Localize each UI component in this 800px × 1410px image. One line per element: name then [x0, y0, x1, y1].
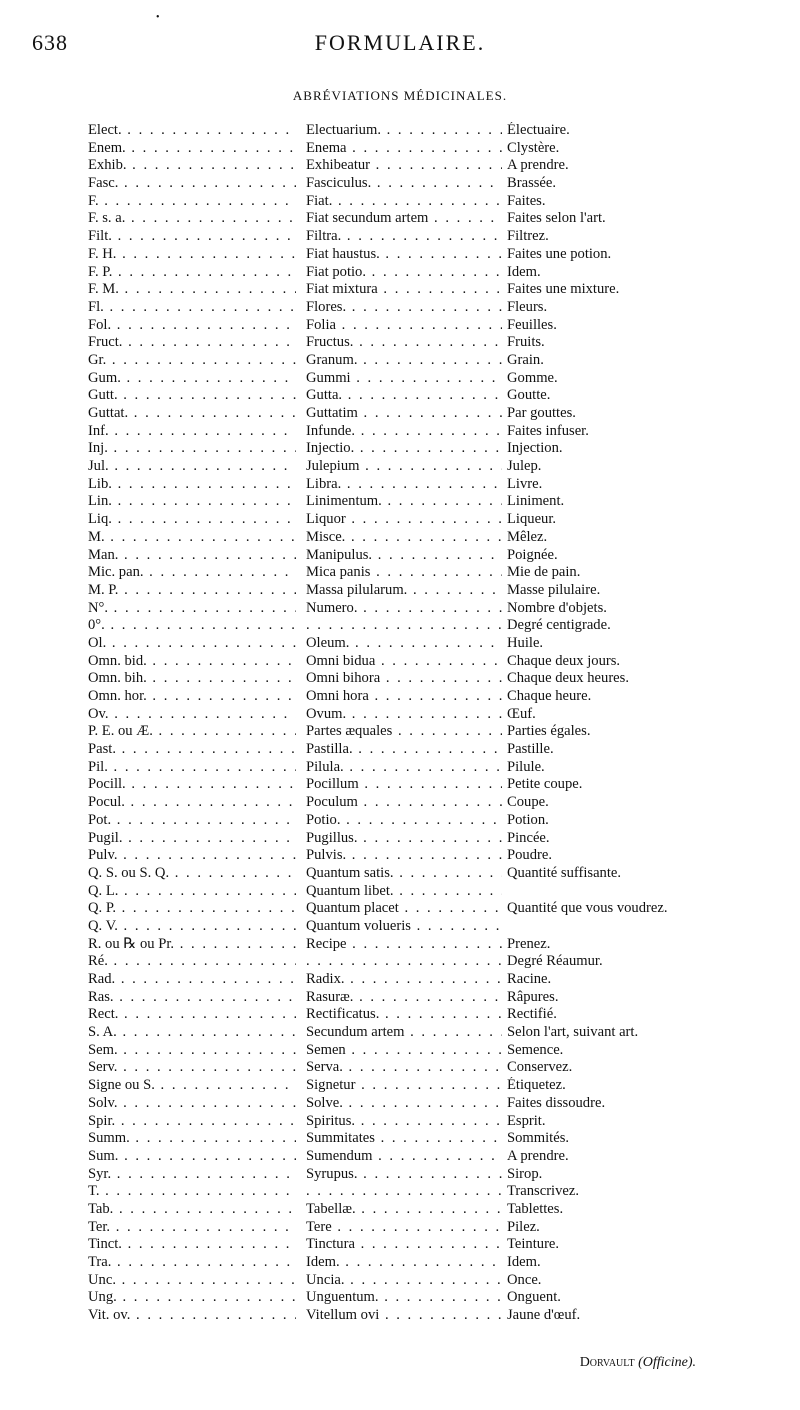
table-row	[88, 405, 728, 423]
ornament-dot: •	[156, 12, 160, 23]
french-meaning-cell: Fleurs.	[507, 298, 548, 315]
french-meaning-cell: Fruits.	[507, 334, 545, 351]
table-row	[88, 529, 728, 547]
latin-term-cell: Spiritus. . . .	[306, 1113, 502, 1131]
latin-term-cell: Rectificatus. . . .	[306, 1006, 502, 1024]
french-meaning-cell: Teinture.	[507, 1236, 560, 1253]
signature-author: Dorvault	[579, 1355, 635, 1370]
latin-term-cell: Quantum libet. . . .	[306, 883, 502, 901]
latin-term-cell: Exhibeatur . . .	[306, 157, 502, 175]
table-row	[88, 423, 728, 441]
table-row	[88, 600, 728, 618]
abbreviation-cell: Ras. . . .	[88, 989, 296, 1007]
french-meaning-cell: Rectifié.	[507, 1006, 557, 1023]
signature	[580, 1355, 696, 1371]
french-meaning-cell: Faites une potion.	[507, 245, 612, 262]
french-meaning-cell: Quantité que vous voudrez.	[507, 900, 668, 917]
french-meaning-cell: Sommités.	[507, 1130, 570, 1147]
table-row	[88, 334, 728, 352]
french-meaning-cell: Semence.	[507, 1041, 564, 1058]
abbreviation-cell: Mic. pan. . . .	[88, 564, 296, 582]
table-row	[88, 1183, 728, 1201]
abbreviation-cell: Serv. . . .	[88, 1059, 296, 1077]
abbreviation-cell: Gum. . . .	[88, 370, 296, 388]
french-meaning-cell: Livre.	[507, 475, 543, 492]
page-number: 638	[32, 30, 68, 55]
table-row	[88, 1307, 728, 1325]
table-row	[88, 865, 728, 883]
table-row	[88, 458, 728, 476]
abbreviation-cell: Gr. . . .	[88, 352, 296, 370]
abbreviation-cell: Ol. . . .	[88, 635, 296, 653]
abbreviation-cell: Q. V. . . .	[88, 918, 296, 936]
table-row	[88, 1113, 728, 1131]
table-row	[88, 1148, 728, 1166]
abbreviation-cell: F. s. a. . . .	[88, 210, 296, 228]
table-row	[88, 635, 728, 653]
table-row	[88, 670, 728, 688]
french-meaning-cell: Gomme.	[507, 369, 558, 386]
table-row	[88, 1236, 728, 1254]
running-title: FORMULAIRE.	[314, 30, 486, 55]
french-meaning-cell: Filtrez.	[507, 228, 549, 245]
abbreviation-cell: Past. . . .	[88, 741, 296, 759]
french-meaning-cell: Julep.	[507, 458, 542, 475]
latin-term-cell: Enema . . .	[306, 140, 502, 158]
latin-term-cell: Quantum volueris . . .	[306, 918, 502, 936]
abbreviation-cell: Q. S. ou S. Q. . . .	[88, 865, 296, 883]
table-row	[88, 1289, 728, 1307]
table-row	[88, 511, 728, 529]
french-meaning-cell: Faites infuser.	[507, 422, 589, 439]
signature-source: (Officine).	[638, 1355, 696, 1370]
french-meaning-cell: Chaque deux jours.	[507, 652, 621, 669]
table-row	[88, 210, 728, 228]
abbreviation-cell: Fol. . . .	[88, 317, 296, 335]
table-row	[88, 759, 728, 777]
abbreviation-cell: Fl. . . .	[88, 299, 296, 317]
french-meaning-cell: Masse pilulaire.	[507, 581, 601, 598]
french-meaning-cell: Faites selon l'art.	[507, 210, 606, 227]
french-meaning-cell: Chaque deux heures.	[507, 670, 629, 687]
abbreviation-cell: Filt. . . .	[88, 228, 296, 246]
latin-term-cell: Fasciculus. . . .	[306, 175, 502, 193]
abbreviation-cell: 0°. . . .	[88, 617, 296, 635]
abbreviation-cell: Ov. . . .	[88, 706, 296, 724]
table-row	[88, 387, 728, 405]
latin-term-cell: Ovum. . . .	[306, 706, 502, 724]
latin-term-cell: Pugillus. . . .	[306, 830, 502, 848]
table-row	[88, 246, 728, 264]
table-row	[88, 776, 728, 794]
latin-term-cell: Libra. . . .	[306, 476, 502, 494]
abbreviation-cell: Omn. bid. . . .	[88, 653, 296, 671]
latin-term-cell: Quantum satis. . . .	[306, 865, 502, 883]
french-meaning-cell: Sirop.	[507, 1165, 543, 1182]
latin-term-cell: Folia . . .	[306, 317, 502, 335]
table-row	[88, 264, 728, 282]
table-row	[88, 122, 728, 140]
table-row	[88, 971, 728, 989]
section-title: ABRÉVIATIONS MÉDICINALES.	[292, 88, 508, 103]
latin-term-cell: Omni bihora . . .	[306, 670, 502, 688]
french-meaning-cell: Mêlez.	[507, 528, 548, 545]
french-meaning-cell: Once.	[507, 1271, 542, 1288]
abbreviation-cell: N°. . . .	[88, 600, 296, 618]
latin-term-cell: Injectio. . . .	[306, 440, 502, 458]
table-row	[88, 1201, 728, 1219]
table-row	[88, 370, 728, 388]
abbreviation-cell: Omn. bih. . . .	[88, 670, 296, 688]
abbreviation-cell: Q. P. . . .	[88, 900, 296, 918]
latin-term-cell: Partes æquales . . .	[306, 723, 502, 741]
latin-term-cell: Infunde. . . .	[306, 423, 502, 441]
table-row	[88, 1095, 728, 1113]
latin-term-cell: Liquor . . .	[306, 511, 502, 529]
table-row	[88, 900, 728, 918]
abbreviation-cell: R. ou ℞ ou Pr. . . .	[88, 936, 296, 954]
table-row	[88, 936, 728, 954]
table-row	[88, 352, 728, 370]
latin-term-cell: Summitates . . .	[306, 1130, 502, 1148]
latin-term-cell: Manipulus. . . .	[306, 547, 502, 565]
abbreviation-cell: Man. . . .	[88, 547, 296, 565]
latin-term-cell: Omni hora . . .	[306, 688, 502, 706]
french-meaning-cell: Faites dissoudre.	[507, 1094, 606, 1111]
french-meaning-cell: Pilule.	[507, 758, 545, 775]
french-meaning-cell: Esprit.	[507, 1112, 546, 1129]
latin-term-cell: Granum. . . .	[306, 352, 502, 370]
abbreviation-cell: Spir. . . .	[88, 1113, 296, 1131]
french-meaning-cell: Liniment.	[507, 493, 565, 510]
table-row	[88, 1254, 728, 1272]
table-row	[88, 883, 728, 901]
french-meaning-cell: Petite coupe.	[507, 776, 583, 793]
latin-term-cell: Sumendum . . .	[306, 1148, 502, 1166]
abbreviation-cell: F. P. . . .	[88, 264, 296, 282]
latin-term-cell: Syrupus. . . .	[306, 1166, 502, 1184]
french-meaning-cell: Œuf.	[507, 705, 536, 722]
table-row	[88, 1042, 728, 1060]
table-row	[88, 1219, 728, 1237]
latin-term-cell: Numero. . . .	[306, 600, 502, 618]
latin-term-cell: Misce. . . .	[306, 529, 502, 547]
abbreviation-cell: Jul. . . .	[88, 458, 296, 476]
french-meaning-cell: Tablettes.	[507, 1200, 564, 1217]
table-row	[88, 175, 728, 193]
table-row	[88, 476, 728, 494]
abbreviation-cell: M. . . .	[88, 529, 296, 547]
abbreviation-cell: Summ. . . .	[88, 1130, 296, 1148]
latin-term-cell: Pocillum . . .	[306, 776, 502, 794]
abbreviation-cell: Guttat. . . .	[88, 405, 296, 423]
latin-term-cell: Fiat mixtura . . .	[306, 281, 502, 299]
latin-term-cell: Julepium . . .	[306, 458, 502, 476]
abbreviation-cell: F. M. . . .	[88, 281, 296, 299]
table-row	[88, 1059, 728, 1077]
table-row	[88, 1130, 728, 1148]
latin-term-cell: Mica panis . . .	[306, 564, 502, 582]
latin-term-cell: Filtra. . . .	[306, 228, 502, 246]
latin-term-cell: Solve. . . .	[306, 1095, 502, 1113]
latin-term-cell: Fiat potio. . . .	[306, 264, 502, 282]
latin-term-cell: Tere . . .	[306, 1219, 502, 1237]
latin-term-cell: Recipe . . .	[306, 936, 502, 954]
latin-term-cell: Guttatim . . .	[306, 405, 502, 423]
french-meaning-cell: Injection.	[507, 440, 563, 457]
table-row	[88, 953, 728, 971]
french-meaning-cell: Conservez.	[507, 1059, 573, 1076]
table-row	[88, 547, 728, 565]
abbreviation-cell: F. H. . . .	[88, 246, 296, 264]
french-meaning-cell: Faites une mixture.	[507, 281, 620, 298]
latin-term-cell: Electuarium. . . .	[306, 122, 502, 140]
latin-term-cell: Gummi . . .	[306, 370, 502, 388]
abbreviation-cell: Omn. hor. . . .	[88, 688, 296, 706]
table-row	[88, 1272, 728, 1290]
latin-term-cell: Fiat. . . .	[306, 193, 502, 211]
table-row	[88, 140, 728, 158]
table-row	[88, 847, 728, 865]
abbreviation-cell: Fasc. . . .	[88, 175, 296, 193]
abbreviation-table	[88, 122, 728, 1325]
french-meaning-cell: Nombre d'objets.	[507, 599, 607, 616]
abbreviation-cell: M. P. . . .	[88, 582, 296, 600]
table-row	[88, 157, 728, 175]
latin-term-cell: Secundum artem . . .	[306, 1024, 502, 1042]
french-meaning-cell: Étiquetez.	[507, 1077, 566, 1094]
abbreviation-cell: Lib. . . .	[88, 476, 296, 494]
abbreviation-cell: Ung. . . .	[88, 1289, 296, 1307]
abbreviation-cell: Rect. . . .	[88, 1006, 296, 1024]
french-meaning-cell: Mie de pain.	[507, 564, 581, 581]
french-meaning-cell: Transcrivez.	[507, 1183, 580, 1200]
latin-term-cell: Unguentum. . . .	[306, 1289, 502, 1307]
latin-term-cell: Idem. . . .	[306, 1254, 502, 1272]
latin-term-cell: Poculum . . .	[306, 794, 502, 812]
latin-term-cell: Rasuræ. . . .	[306, 989, 502, 1007]
abbreviation-cell: Pocill. . . .	[88, 776, 296, 794]
latin-term-cell: Uncia. . . .	[306, 1272, 502, 1290]
latin-term-cell: Linimentum. . . .	[306, 493, 502, 511]
french-meaning-cell: Électuaire.	[507, 122, 570, 138]
table-row	[88, 653, 728, 671]
french-meaning-cell: Coupe.	[507, 794, 549, 811]
latin-term-cell: Tabellæ. . . .	[306, 1201, 502, 1219]
table-row	[88, 741, 728, 759]
table-row	[88, 493, 728, 511]
table-row	[88, 317, 728, 335]
table-row	[88, 706, 728, 724]
latin-term-cell: Omni bidua . . .	[306, 653, 502, 671]
table-row	[88, 299, 728, 317]
abbreviation-cell: Tra. . . .	[88, 1254, 296, 1272]
table-row	[88, 918, 728, 936]
abbreviation-cell: Q. L. . . .	[88, 883, 296, 901]
abbreviation-cell: Liq. . . .	[88, 511, 296, 529]
abbreviation-cell: Tinct. . . .	[88, 1236, 296, 1254]
latin-term-cell: Vitellum ovi . . .	[306, 1307, 502, 1325]
french-meaning-cell: Goutte.	[507, 387, 551, 404]
table-row	[88, 582, 728, 600]
table-row	[88, 989, 728, 1007]
table-row	[88, 1006, 728, 1024]
abbreviation-cell: Signe ou S. . . .	[88, 1077, 296, 1095]
latin-term-cell: Massa pilularum. . . .	[306, 582, 502, 600]
french-meaning-cell: Pilez.	[507, 1218, 540, 1235]
latin-term-cell: Fiat secundum artem . . .	[306, 210, 502, 228]
abbreviation-cell: Rad. . . .	[88, 971, 296, 989]
table-row	[88, 228, 728, 246]
french-meaning-cell: Quantité suffisante.	[507, 864, 622, 881]
abbreviation-cell: Tab. . . .	[88, 1201, 296, 1219]
abbreviation-cell: T. . . .	[88, 1183, 296, 1201]
abbreviation-cell: Vit. ov. . . .	[88, 1307, 296, 1325]
abbreviation-cell: Gutt. . . .	[88, 387, 296, 405]
french-meaning-cell: Racine.	[507, 971, 552, 987]
latin-term-cell: Tinctura . . .	[306, 1236, 502, 1254]
table-row	[88, 564, 728, 582]
french-meaning-cell: Chaque heure.	[507, 688, 592, 704]
abbreviation-cell: Inj. . . .	[88, 440, 296, 458]
abbreviation-cell: Lin. . . .	[88, 493, 296, 511]
abbreviation-cell: Sem. . . .	[88, 1042, 296, 1060]
french-meaning-cell: Faites.	[507, 192, 546, 209]
table-row	[88, 688, 728, 706]
abbreviation-cell: Pugil. . . .	[88, 830, 296, 848]
french-meaning-cell: A prendre.	[507, 157, 569, 174]
abbreviation-cell: S. A. . . .	[88, 1024, 296, 1042]
abbreviation-cell: Pocul. . . .	[88, 794, 296, 812]
french-meaning-cell: Huile.	[507, 634, 544, 651]
abbreviation-cell: Fruct. . . .	[88, 334, 296, 352]
abbreviation-cell: Sum. . . .	[88, 1148, 296, 1166]
abbreviation-cell: Syr. . . .	[88, 1166, 296, 1184]
latin-term-cell: Potio. . . .	[306, 812, 502, 830]
latin-term-cell: Gutta. . . .	[306, 387, 502, 405]
latin-term-cell: Quantum placet . . .	[306, 900, 502, 918]
latin-term-cell: Serva. . . .	[306, 1059, 502, 1077]
abbreviation-cell: Ter. . . .	[88, 1219, 296, 1237]
french-meaning-cell: Prenez.	[507, 935, 551, 952]
abbreviation-cell: Exhib. . . .	[88, 157, 296, 175]
french-meaning-cell: Pastille.	[507, 741, 554, 758]
abbreviation-cell: Elect. . . .	[88, 122, 296, 140]
table-row	[88, 1166, 728, 1184]
french-meaning-cell: Degré Réaumur.	[507, 953, 603, 970]
french-meaning-cell: Liqueur.	[507, 511, 557, 528]
abbreviation-cell: Pot. . . .	[88, 812, 296, 830]
french-meaning-cell: Feuilles.	[507, 316, 557, 333]
table-row	[88, 281, 728, 299]
french-meaning-cell: Parties égales.	[507, 723, 591, 740]
french-meaning-cell: Idem.	[507, 263, 541, 280]
abbreviation-cell: P. E. ou Æ. . . .	[88, 723, 296, 741]
latin-term-cell: Signetur . . .	[306, 1077, 502, 1095]
latin-term-cell: Pilula. . . .	[306, 759, 502, 777]
french-meaning-cell: Potion.	[507, 811, 549, 828]
french-meaning-cell: Degré centigrade.	[507, 617, 611, 634]
abbreviation-cell: Inf. . . .	[88, 423, 296, 441]
abbreviation-cell: Unc. . . .	[88, 1272, 296, 1290]
table-row	[88, 830, 728, 848]
table-row	[88, 723, 728, 741]
abbreviation-cell: Enem. . . .	[88, 140, 296, 158]
latin-term-cell: Fiat haustus. . . .	[306, 246, 502, 264]
french-meaning-cell: Clystère.	[507, 139, 560, 156]
table-row	[88, 617, 728, 635]
french-meaning-cell: Selon l'art, suivant art.	[507, 1024, 639, 1041]
french-meaning-cell: Idem.	[507, 1254, 541, 1270]
french-meaning-cell: Onguent.	[507, 1289, 561, 1306]
french-meaning-cell: Par gouttes.	[507, 405, 576, 421]
table-row	[88, 440, 728, 458]
french-meaning-cell: Pincée.	[507, 829, 550, 846]
latin-term-cell: Pastilla. . . .	[306, 741, 502, 759]
latin-term-cell	[306, 617, 502, 635]
french-meaning-cell: Jaune d'œuf.	[507, 1307, 581, 1324]
table-row	[88, 1077, 728, 1095]
abbreviation-cell: Pil. . . .	[88, 759, 296, 777]
french-meaning-cell: A prendre.	[507, 1147, 569, 1164]
abbreviation-cell: Ré. . . .	[88, 953, 296, 971]
latin-term-cell	[306, 1183, 502, 1201]
latin-term-cell: Radix. . . .	[306, 971, 502, 989]
latin-term-cell: Flores. . . .	[306, 299, 502, 317]
french-meaning-cell: Poudre.	[507, 847, 552, 864]
abbreviation-cell: Solv. . . .	[88, 1095, 296, 1113]
latin-term-cell: Fructus. . . .	[306, 334, 502, 352]
table-row	[88, 794, 728, 812]
table-row	[88, 812, 728, 830]
latin-term-cell: Semen . . .	[306, 1042, 502, 1060]
latin-term-cell: Oleum. . . .	[306, 635, 502, 653]
table-row	[88, 193, 728, 211]
french-meaning-cell: Poignée.	[507, 546, 558, 563]
latin-term-cell: Pulvis. . . .	[306, 847, 502, 865]
table-row	[88, 1024, 728, 1042]
abbreviation-cell: F. . . .	[88, 193, 296, 211]
french-meaning-cell: Râpures.	[507, 988, 559, 1005]
french-meaning-cell: Grain.	[507, 351, 544, 368]
abbreviation-cell: Pulv. . . .	[88, 847, 296, 865]
latin-term-cell	[306, 953, 502, 971]
french-meaning-cell: Brassée.	[507, 175, 557, 192]
